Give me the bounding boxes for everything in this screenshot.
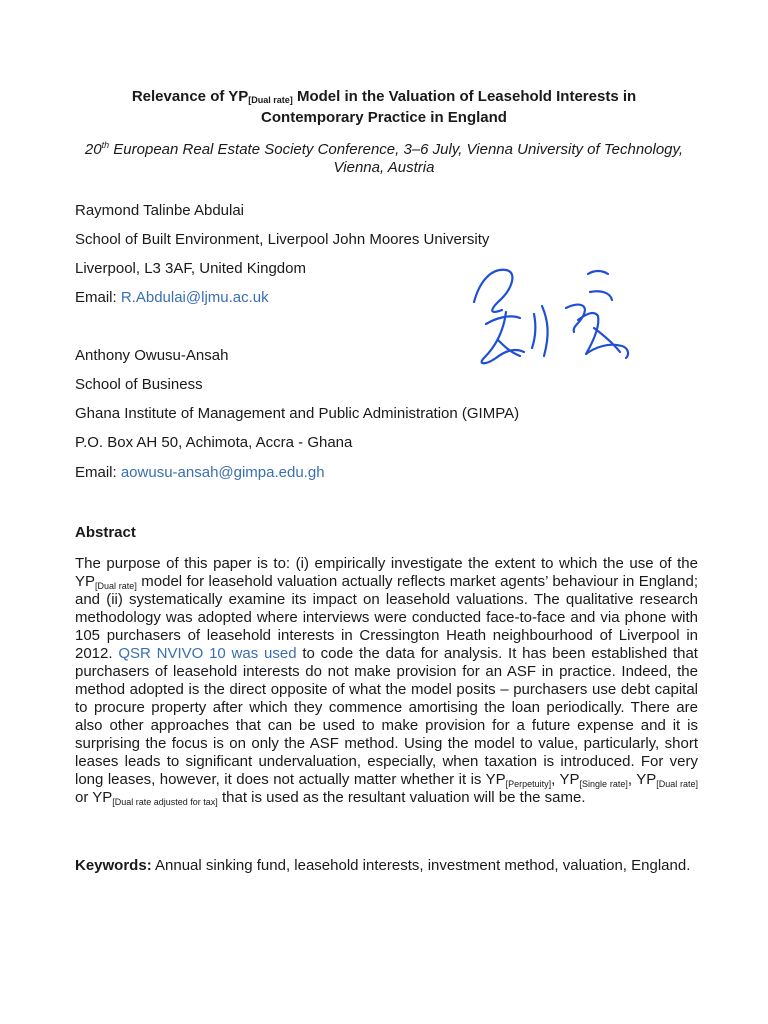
paper-title: Relevance of $YP_{[Dual rate]}$ Model in the Valuation of Leasehold Interests in Contemporary Practice in England [131, 88, 637, 126]
author2-name: Anthony Owusu-Ansah [75, 347, 229, 364]
abstract-body: The purpose of this paper is to: (i) empirically investigate the extent to which the use of the $YP_{[Dual rate]}$ model for leasehold valuation actually reflects market agents’ behaviour in England; and (ii) systematically examine its impact on leasehold valuations. The qualitative research methodology was adopted where interviews were conducted face-to-face and via phone with 105 purchasers of leasehold interests in Cressington Heath neighbourhood of Liverpool in 2012. QSR NVIVO 10 was used to code the data for analysis. It has been established that purchasers of leasehold interests do not make provision for an ASF in practice. Indeed, the method adopted is the direct opposite of what the model posits – purchasers use debt capital to procure property after which they commence amortising the loan periodically. There are also other approaches that can be used to make provision for a future expense and it is surprising the focus is on only the ASF method. Using the model to value, particularly, short leases leads to significant undervaluation, especially, when taxation is introduced. For very long leases, however, it does not actually matter whether it is $YP_{[Perpetuity]}$, $YP_{[Single rate]}$, $YP_{[Dual rate]}$ or $YP_{[Dual rate adjusted for tax]}$ that is used as the resultant valuation will be the same. [75, 555, 699, 807]
abstract-heading: Abstract [75, 524, 136, 541]
author2-school: School of Business [75, 376, 203, 393]
author1-email-link[interactable]: R.Abdulai@ljmu.ac.uk [120, 289, 269, 306]
keywords-text: Annual sinking fund, leasehold interests, investment method, valuation, England. [151, 857, 691, 874]
author2-email-line [75, 464, 325, 482]
author1-address: Liverpool, L3 3AF, United Kingdom [75, 260, 306, 277]
email-label: Email: [75, 289, 121, 306]
keywords-label: Keywords: [75, 857, 152, 874]
author2-email-link[interactable]: aowusu-ansah@gimpa.edu.gh [120, 464, 325, 481]
author2-address: P.O. Box AH 50, Achimota, Accra - Ghana [75, 434, 353, 451]
author1-name: Raymond Talinbe Abdulai [75, 202, 245, 219]
author1-school: School of Built Environment, Liverpool John Moores University [75, 231, 490, 248]
keywords [75, 857, 698, 875]
email-label: Email: [75, 464, 121, 481]
highlighted-text: QSR NVIVO 10 was used [118, 645, 297, 662]
author2-institute: Ghana Institute of Management and Public Administration (GIMPA) [75, 405, 520, 422]
handwritten-signature [462, 262, 642, 382]
conference-line: 20th European Real Estate Society Conference, 3–6 July, Vienna University of Technology, Vienna, Austria [84, 140, 684, 176]
author1-email-line [75, 289, 269, 307]
